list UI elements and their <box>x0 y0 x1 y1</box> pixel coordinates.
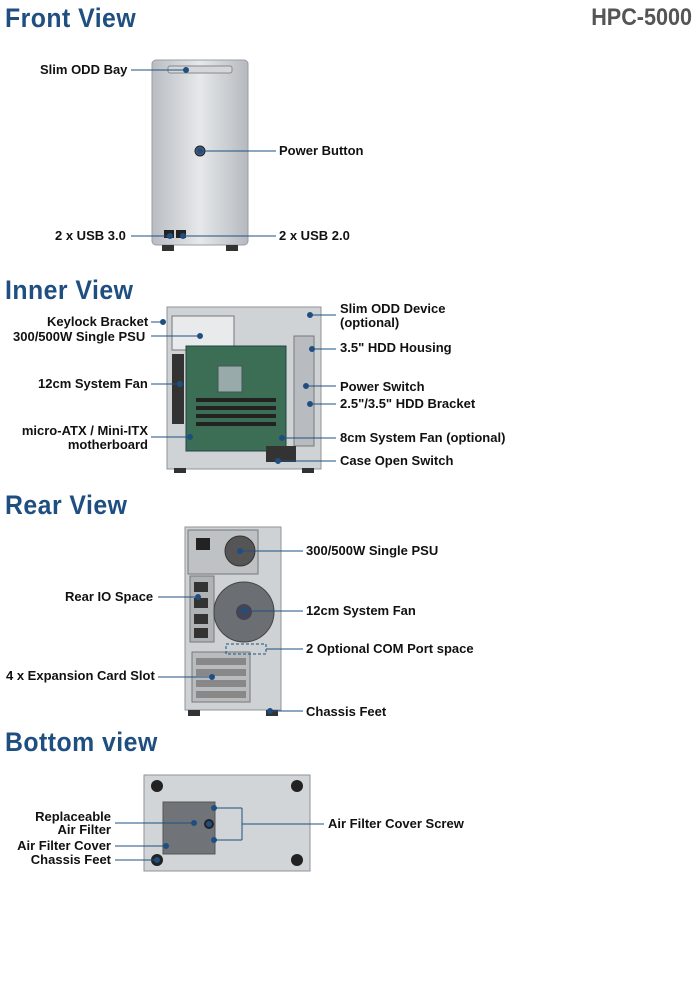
label-inner-fan12: 12cm System Fan <box>38 376 148 391</box>
label-com-port: 2 Optional COM Port space <box>306 641 474 656</box>
label-inner-psu: 300/500W Single PSU <box>13 329 146 344</box>
label-slim-odd-bay: Slim ODD Bay <box>40 62 128 77</box>
bottom-chassis-image <box>143 774 311 874</box>
label-fan8: 8cm System Fan (optional) <box>340 430 506 445</box>
label-bottom-chassis-feet: Chassis Feet <box>30 852 111 867</box>
label-air-filter-cover: Air Filter Cover <box>17 838 111 853</box>
label-air-filter-line2: Air Filter <box>57 822 111 837</box>
label-usb3: 2 x USB 3.0 <box>55 228 126 243</box>
label-expansion-slot: 4 x Expansion Card Slot <box>6 668 155 683</box>
bottom-view-heading: Bottom view <box>5 727 158 757</box>
inner-chassis-image <box>166 306 322 474</box>
label-power-button: Power Button <box>279 143 364 158</box>
label-air-filter-line1: Replaceable <box>35 809 111 824</box>
label-motherboard-line1: micro-ATX / Mini-ITX <box>21 423 148 438</box>
inner-view-heading: Inner View <box>5 275 134 305</box>
label-rear-chassis-feet: Chassis Feet <box>306 704 387 719</box>
label-slim-odd-device-line1: Slim ODD Device <box>340 301 446 316</box>
label-rear-fan12: 12cm System Fan <box>306 603 416 618</box>
label-keylock-bracket: Keylock Bracket <box>47 314 149 329</box>
label-air-filter-cover-screw: Air Filter Cover Screw <box>328 816 464 831</box>
front-chassis-image <box>150 58 250 253</box>
model-name: HPC-5000 <box>591 4 692 31</box>
rear-view-heading: Rear View <box>5 490 128 520</box>
rear-chassis-image <box>184 526 284 718</box>
label-hdd-bracket: 2.5"/3.5" HDD Bracket <box>340 396 476 411</box>
label-rear-psu: 300/500W Single PSU <box>306 543 439 558</box>
label-slim-odd-device-line2: (optional) <box>340 315 400 330</box>
label-case-open-switch: Case Open Switch <box>340 453 454 468</box>
front-view-heading: Front View <box>5 3 137 33</box>
label-hdd-housing: 3.5" HDD Housing <box>340 340 452 355</box>
label-power-switch: Power Switch <box>340 379 425 394</box>
label-motherboard-line2: motherboard <box>67 437 148 452</box>
label-usb2: 2 x USB 2.0 <box>279 228 350 243</box>
label-rear-io: Rear IO Space <box>65 589 154 604</box>
